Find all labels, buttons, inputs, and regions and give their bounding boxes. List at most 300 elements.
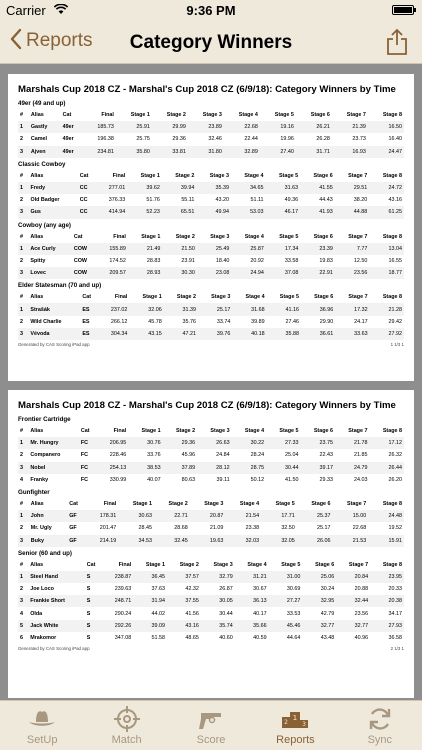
column-header: Stage 6 [311, 501, 331, 508]
report-title: Marshals Cup 2018 CZ - Marshal's Cup 2018 CZ (6/9/18): Category Winners by Time [18, 400, 396, 411]
column-header: Stage 8 [382, 501, 402, 508]
time-cell: 45.96 [181, 452, 196, 459]
time-cell: 20.92 [250, 257, 264, 264]
time-cell: 376.33 [108, 197, 126, 204]
time-cell: 21.09 [209, 525, 224, 532]
time-cell: 45.46 [269, 620, 303, 632]
alias-cell: Olda [30, 610, 43, 617]
time-cell: 22.71 [154, 510, 190, 522]
time-cell: 26.87 [219, 586, 233, 593]
time-cell: 25.17 [198, 303, 232, 315]
time-cell: 42.79 [320, 610, 335, 617]
time-cell: 32.95 [302, 595, 336, 607]
time-cell: 22.68 [224, 121, 260, 133]
table-row [18, 121, 404, 133]
tab-label: Score [196, 734, 226, 746]
time-cell: 30.44 [219, 610, 233, 617]
column-header: Stage 1 [142, 294, 162, 301]
column-header: Alias [30, 428, 44, 435]
time-cell: 26.21 [296, 121, 332, 133]
svg-text:1: 1 [293, 714, 298, 722]
alias-cell: Old Badger [30, 197, 60, 204]
category-cell: FC [79, 462, 98, 474]
table-row [18, 146, 404, 158]
time-cell: 24.03 [353, 476, 368, 483]
time-cell: 37.55 [167, 595, 201, 607]
time-cell: 19.63 [190, 535, 226, 547]
time-cell: 21.53 [333, 535, 369, 547]
time-cell: 32.50 [281, 525, 295, 532]
category-cell: ES [82, 318, 90, 325]
time-cell: 43.20 [215, 197, 229, 204]
time-cell: 25.75 [136, 136, 150, 143]
category-table [18, 498, 404, 547]
time-cell: 32.06 [129, 303, 163, 315]
time-cell: 33.76 [147, 452, 161, 459]
time-cell: 46.17 [266, 206, 301, 218]
column-header: # [20, 233, 23, 240]
time-cell: 40.17 [253, 610, 267, 617]
time-cell: 17.71 [261, 510, 297, 522]
time-cell: 238.87 [103, 571, 133, 583]
alias-cell: Gus [28, 206, 77, 218]
time-cell: 24.79 [335, 462, 369, 474]
time-cell: 32.45 [154, 535, 190, 547]
category-heading: 49er (49 and up) [18, 100, 66, 107]
time-cell: 21.50 [162, 243, 197, 255]
table-row [18, 449, 404, 461]
column-header: Stage 7 [348, 428, 368, 435]
column-header: Stage 5 [279, 428, 299, 435]
table-row [18, 522, 404, 534]
time-cell: 18.77 [369, 267, 404, 279]
time-cell: 30.05 [201, 595, 235, 607]
category-cell: FC [80, 476, 89, 483]
time-cell: 16.55 [388, 257, 402, 264]
table-row [18, 632, 404, 644]
column-header: Final [113, 233, 126, 240]
time-cell: 35.66 [235, 620, 269, 632]
time-cell: 239.63 [114, 586, 132, 593]
time-cell: 347.08 [114, 634, 132, 641]
time-cell: 41.16 [267, 303, 301, 315]
time-cell: 15.00 [333, 510, 369, 522]
share-button[interactable] [386, 28, 408, 56]
time-cell: 23.56 [354, 610, 369, 617]
rank-cell: 5 [18, 620, 28, 632]
category-cell: ES [80, 328, 99, 340]
rank-cell: 1 [18, 437, 28, 449]
alias-cell: Vévoda [28, 328, 80, 340]
time-cell: 178.31 [87, 510, 119, 522]
table-row [18, 267, 404, 279]
time-cell: 26.63 [197, 437, 231, 449]
time-cell: 39.76 [198, 328, 232, 340]
tab-reports[interactable] [253, 701, 337, 750]
time-cell: 36.13 [235, 595, 269, 607]
category-heading: Classic Cowboy [18, 160, 66, 168]
category-cell: S [86, 610, 91, 617]
time-cell: 330.99 [109, 476, 127, 483]
time-cell: 29.36 [172, 136, 186, 143]
time-cell: 43.16 [388, 197, 402, 204]
rank-cell: 4 [20, 476, 23, 483]
column-header: Stage 3 [213, 561, 233, 568]
category-table [18, 109, 404, 158]
column-header: Final [103, 501, 117, 508]
time-cell: 32.44 [336, 595, 370, 607]
time-cell: 43.15 [129, 328, 163, 340]
time-cell: 35.76 [182, 318, 197, 325]
time-cell: 41.56 [185, 610, 199, 617]
time-cell: 21.54 [225, 510, 261, 522]
time-cell: 34.53 [118, 535, 154, 547]
column-header: Stage 1 [140, 172, 160, 179]
category-cell: S [86, 634, 91, 641]
cowboy-hat-icon [28, 706, 56, 732]
tab-label: Reports [276, 734, 315, 746]
rank-cell: 3 [18, 267, 28, 279]
time-cell: 277.01 [97, 182, 128, 194]
time-cell: 20.84 [336, 571, 370, 583]
category-cell: CC [78, 182, 97, 194]
category-table [18, 291, 404, 340]
time-cell: 28.75 [232, 462, 266, 474]
alias-cell: Strašák [28, 303, 80, 315]
time-cell: 155.89 [97, 243, 128, 255]
column-header: Stage 2 [166, 112, 186, 119]
time-cell: 27.92 [370, 328, 404, 340]
time-cell: 52.23 [127, 206, 162, 218]
time-cell: 40.60 [219, 634, 233, 641]
podium-icon [281, 706, 309, 732]
report-footer-page: 1 1/3 1 [390, 342, 404, 347]
time-cell: 51.76 [146, 197, 160, 204]
tab-match[interactable] [84, 701, 168, 750]
category-cell: 49er [61, 146, 84, 158]
time-cell: 30.30 [162, 267, 197, 279]
time-cell: 254.13 [98, 462, 128, 474]
time-cell: 29.99 [152, 121, 188, 133]
time-cell: 25.87 [231, 243, 266, 255]
column-header: Stage 2 [175, 233, 195, 240]
table-row [18, 243, 404, 255]
time-cell: 266.12 [110, 318, 128, 325]
time-cell: 36.58 [388, 634, 402, 641]
time-cell: 25.91 [116, 121, 152, 133]
column-header: # [20, 428, 23, 435]
time-cell: 19.83 [319, 257, 333, 264]
time-cell: 39.17 [301, 462, 335, 474]
time-cell: 39.62 [127, 182, 162, 194]
revolver-icon [197, 706, 225, 732]
status-bar [0, 0, 422, 20]
time-cell: 19.16 [260, 121, 296, 133]
time-cell: 61.25 [369, 206, 404, 218]
time-cell: 35.74 [201, 620, 235, 632]
report-footer-left: Generated by CAS Scoring iPad app [18, 646, 90, 651]
column-header: Stage 8 [382, 428, 402, 435]
column-header: Cat [80, 428, 90, 435]
column-header: # [20, 172, 23, 179]
time-cell: 29.42 [388, 318, 402, 325]
sync-icon [366, 706, 394, 732]
time-cell: 18.40 [215, 257, 230, 264]
column-header: Alias [30, 172, 44, 179]
column-header: Stage 6 [310, 112, 330, 119]
time-cell: 53.03 [231, 206, 266, 218]
column-header: Stage 4 [244, 428, 265, 435]
time-cell: 23.73 [352, 136, 366, 143]
time-cell: 29.90 [319, 318, 334, 325]
column-header: Stage 8 [382, 172, 402, 179]
rank-cell: 2 [20, 136, 23, 143]
tab-sync[interactable] [338, 701, 422, 750]
tab-score[interactable] [169, 701, 253, 750]
rank-cell: 1 [18, 510, 29, 522]
column-header: Final [114, 294, 128, 301]
column-header: Cat [79, 172, 89, 179]
time-cell: 209.57 [97, 267, 128, 279]
tab-bar [0, 700, 422, 750]
column-header: Stage 4 [238, 112, 258, 119]
time-cell: 24.47 [368, 146, 404, 158]
alias-cell: Franky [30, 476, 49, 483]
time-cell: 214.19 [87, 535, 119, 547]
time-cell: 21.39 [332, 121, 368, 133]
column-header: Stage 4 [245, 294, 265, 301]
time-cell: 21.28 [370, 303, 404, 315]
time-cell: 13.04 [369, 243, 404, 255]
time-cell: 290.24 [114, 610, 132, 617]
time-cell: 25.49 [197, 243, 232, 255]
time-cell: 24.72 [369, 182, 404, 194]
time-cell: 24.17 [354, 318, 368, 325]
time-cell: 20.33 [388, 586, 402, 593]
time-cell: 30.67 [253, 586, 267, 593]
table-row [18, 583, 404, 595]
rank-cell: 3 [18, 328, 28, 340]
time-cell: 23.56 [335, 267, 370, 279]
alias-cell: Ace Curly [28, 243, 71, 255]
time-cell: 31.68 [232, 303, 266, 315]
time-cell: 41.50 [285, 476, 299, 483]
column-header: Stage 3 [202, 112, 222, 119]
report-title: Marshals Cup 2018 CZ - Marshal's Cup 2018 CZ (6/9/18): Category Winners by Time [18, 84, 396, 95]
alias-cell: Steel Hand [28, 571, 85, 583]
alias-cell: Mrakomor [30, 634, 57, 641]
time-cell: 31.21 [235, 571, 269, 583]
time-cell: 28.24 [250, 452, 265, 459]
column-header: Stage 4 [244, 172, 264, 179]
time-cell: 49.36 [284, 197, 299, 204]
column-header: Final [101, 112, 114, 119]
column-header: Stage 4 [239, 501, 260, 508]
time-cell: 40.96 [354, 634, 369, 641]
time-cell: 30.69 [286, 586, 301, 593]
table-row [18, 255, 404, 267]
category-cell: COW [73, 257, 87, 264]
time-cell: 35.39 [196, 182, 231, 194]
time-cell: 292.26 [103, 620, 133, 632]
rank-cell: 2 [20, 318, 23, 325]
rank-cell: 1 [18, 182, 28, 194]
time-cell: 26.44 [369, 462, 404, 474]
column-header: Stage 1 [141, 233, 161, 240]
report-page-1 [8, 74, 414, 381]
column-header: Cat [62, 112, 72, 119]
category-cell: COW [72, 267, 98, 279]
category-cell: S [85, 595, 104, 607]
time-cell: 17.12 [369, 437, 404, 449]
column-header: Stage 7 [348, 172, 368, 179]
time-cell: 21.78 [335, 437, 369, 449]
report-viewer[interactable] [0, 64, 422, 700]
time-cell: 24.84 [216, 452, 230, 459]
alias-cell: Wild Charlie [30, 318, 62, 325]
time-cell: 23.08 [197, 267, 232, 279]
category-cell: S [85, 620, 104, 632]
rank-cell: 4 [20, 610, 23, 617]
time-cell: 20.88 [354, 586, 369, 593]
category-cell: GF [69, 525, 77, 532]
table-row [18, 571, 404, 583]
time-cell: 40.07 [147, 476, 161, 483]
column-header: Cat [82, 294, 91, 301]
time-cell: 44.88 [335, 206, 370, 218]
time-cell: 39.09 [133, 620, 167, 632]
time-cell: 32.03 [225, 535, 261, 547]
time-cell: 27.93 [370, 620, 404, 632]
category-table [18, 231, 404, 280]
time-cell: 39.94 [162, 182, 197, 194]
alias-cell: Mr. Ugly [30, 525, 52, 532]
alias-cell: Buky [29, 535, 67, 547]
time-cell: 196.38 [97, 136, 114, 143]
time-cell: 32.77 [336, 620, 370, 632]
column-header: Stage 2 [176, 294, 197, 301]
time-cell: 30.22 [232, 437, 266, 449]
time-cell: 33.63 [335, 328, 369, 340]
time-cell: 31.71 [296, 146, 332, 158]
table-row [18, 510, 404, 522]
category-table [18, 170, 404, 219]
time-cell: 16.50 [368, 121, 404, 133]
column-header: Stage 7 [348, 294, 368, 301]
column-header: Final [118, 561, 132, 568]
time-cell: 17.34 [266, 243, 301, 255]
column-header: Stage 8 [382, 112, 402, 119]
time-cell: 41.55 [300, 182, 335, 194]
time-cell: 33.81 [152, 146, 188, 158]
time-cell: 48.65 [185, 634, 199, 641]
time-cell: 33.74 [216, 318, 231, 325]
column-header: Stage 6 [314, 294, 334, 301]
time-cell: 32.46 [208, 136, 222, 143]
category-cell: GF [67, 510, 87, 522]
alias-cell: Nobel [28, 462, 78, 474]
rank-cell: 1 [18, 243, 28, 255]
time-cell: 34.65 [231, 182, 266, 194]
tab-setup[interactable] [0, 701, 84, 750]
time-cell: 22.68 [352, 525, 367, 532]
column-header: Stage 7 [346, 112, 366, 119]
alias-cell: Mr. Hungry [28, 437, 78, 449]
report-footer-left: Generated by CAS Scoring iPad app [18, 342, 90, 347]
time-cell: 51.11 [250, 197, 264, 204]
rank-cell: 2 [20, 257, 23, 264]
rank-cell: 2 [20, 525, 23, 532]
time-cell: 25.04 [285, 452, 299, 459]
time-cell: 36.45 [133, 571, 167, 583]
table-row [18, 194, 404, 206]
column-header: Stage 7 [348, 561, 369, 568]
column-header: # [20, 112, 23, 119]
column-header: Stage 2 [175, 428, 196, 435]
alias-cell: Camel [30, 136, 48, 143]
tab-label: Match [111, 734, 142, 746]
alias-cell: John [29, 510, 67, 522]
category-table [18, 425, 404, 486]
time-cell: 33.53 [286, 610, 301, 617]
time-cell: 414.94 [97, 206, 128, 218]
time-cell: 22.43 [319, 452, 334, 459]
time-cell: 50.12 [250, 476, 265, 483]
column-header: Stage 1 [130, 112, 150, 119]
svg-text:2: 2 [284, 719, 289, 726]
column-header: Stage 3 [204, 501, 224, 508]
category-cell: FC [79, 437, 98, 449]
table-row [18, 607, 404, 619]
time-cell: 42.32 [185, 586, 199, 593]
status-time: 9:36 PM [186, 3, 236, 18]
time-cell: 39.11 [216, 476, 230, 483]
time-cell: 28.83 [146, 257, 161, 264]
table-row [18, 474, 404, 486]
time-cell: 21.49 [128, 243, 163, 255]
rank-cell: 1 [18, 121, 29, 133]
alias-cell: Companero [30, 452, 61, 459]
table-row [18, 316, 404, 328]
alias-cell: Lovec [28, 267, 71, 279]
category-cell: S [86, 586, 91, 593]
time-cell: 21.85 [353, 452, 368, 459]
time-cell: 22.44 [244, 136, 258, 143]
rank-cell: 6 [20, 634, 23, 641]
column-header: Stage 2 [179, 561, 199, 568]
time-cell: 28.93 [128, 267, 163, 279]
time-cell: 32.77 [302, 620, 336, 632]
column-header: Stage 5 [278, 172, 299, 179]
column-header: Stage 2 [175, 172, 195, 179]
time-cell: 28.12 [197, 462, 231, 474]
time-cell: 30.44 [266, 462, 300, 474]
time-cell: 206.95 [98, 437, 128, 449]
column-header: Stage 6 [313, 172, 333, 179]
column-header: Stage 1 [141, 428, 161, 435]
category-heading: Frontier Cartridge [18, 416, 71, 423]
category-cell: FC [80, 452, 89, 459]
column-header: Stage 5 [275, 501, 295, 508]
time-cell: 15.91 [368, 535, 404, 547]
time-cell: 26.32 [388, 452, 402, 459]
time-cell: 237.02 [99, 303, 129, 315]
time-cell: 49.94 [196, 206, 231, 218]
time-cell: 40.59 [253, 634, 267, 641]
time-cell: 44.02 [151, 610, 166, 617]
table-row [18, 182, 404, 194]
category-cell: 49er [62, 136, 74, 143]
